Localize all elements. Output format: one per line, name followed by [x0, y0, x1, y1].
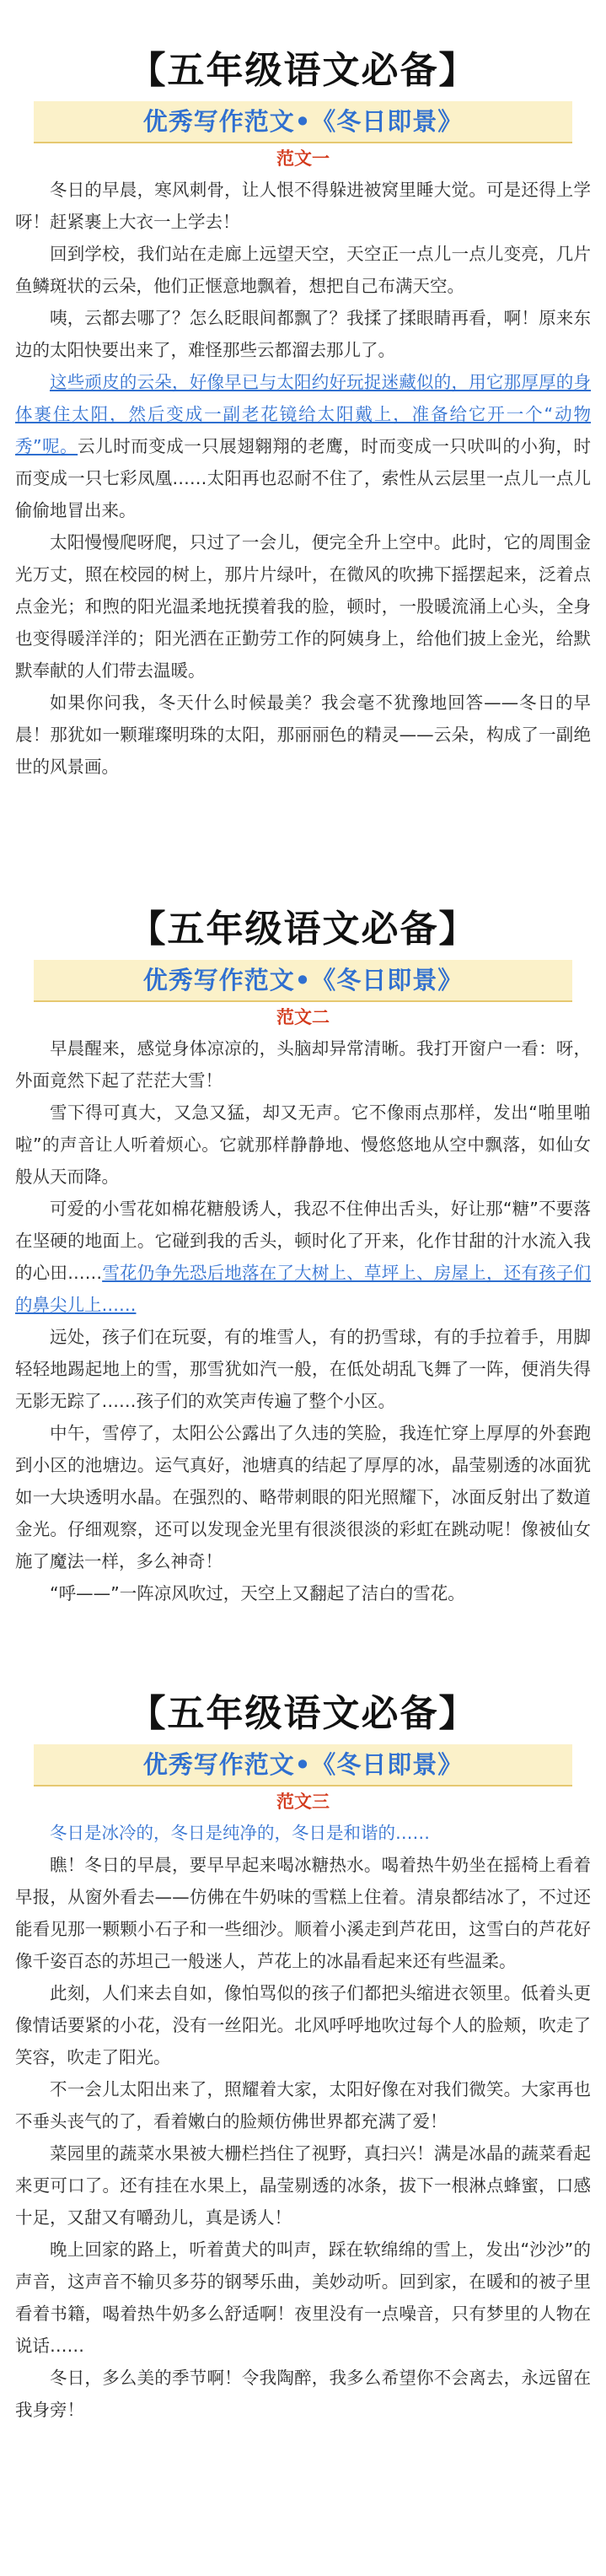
- banner-title: 优秀写作范文•《冬日即景》: [34, 1744, 572, 1786]
- essay-body: [0, 1032, 606, 1609]
- paragraph: 菜园里的蔬菜水果被大栅栏挡住了视野，真扫兴！满是冰晶的蔬菜看起来更可口了。还有挂在水果上，晶莹剔透的冰条，拔下一根淋点蜂蜜，口感十足，又甜又有嚼劲儿，真是诱人！: [15, 2143, 591, 2228]
- paragraph: 雪下得可真大，又急又猛，却又无声。它不像雨点那样，发出“啪里啪啦”的声音让人听着烦心。它就那样静静地、慢悠悠地从空中飘落，如仙女般从天而降。: [15, 1102, 591, 1187]
- section-1: [0, 44, 606, 783]
- paragraph: 远处，孩子们在玩耍，有的堆雪人，有的扔雪球，有的手拉着手，用脚轻轻地踢起地上的雪，那雪犹如汽一般，在低处胡乱飞舞了一阵，便消失得无影无踪了……孩子们的欢笑声传遍了整个小区。: [15, 1327, 591, 1411]
- main-title: 【五年级语文必备】: [128, 908, 478, 951]
- paragraph: 中午，雪停了，太阳公公露出了久违的笑脸，我连忙穿上厚厚的外套跑到小区的池塘边。运气真好，池塘真的结起了厚厚的冰，晶莹剔透的冰面犹如一大块透明水晶。在强烈的、略带刺眼的阳光照耀下，冰面反射出了数道金光。仔细观察，还可以发现金光里有很淡很淡的彩虹在跳动呢！像被仙女施了魔法一样，多么神奇！: [15, 1423, 591, 1571]
- lead-sentence: 冬日是冰冷的，冬日是纯净的，冬日是和谐的……: [50, 1823, 430, 1843]
- paragraph: 太阳慢慢爬呀爬，只过了一会儿，便完全升上空中。此时，它的周围金光万丈，照在校园的树上，那片片绿叶，在微风的吹拂下摇摆起来，泛着点点金光；和煦的阳光温柔地抚摸着我的脸，顿时，一股暖流涌上心头，全身也变得暖洋洋的；阳光洒在正勤劳工作的阿姨身上，给他们披上金光，给默默奉献的人们带去温暖。: [15, 532, 591, 681]
- paragraph: 不一会儿太阳出来了，照耀着大家，太阳好像在对我们微笑。大家再也不垂头丧气的了，看着嫩白的脸颊仿佛世界都充满了爱！: [15, 2079, 591, 2131]
- paragraph: 咦，云都去哪了？怎么眨眼间都飘了？我揉了揉眼睛再看，啊！原来东边的太阳快要出来了，难怪那些云都溜去那儿了。: [15, 308, 591, 360]
- paragraph: 如果你问我，冬天什么时候最美？我会毫不犹豫地回答——冬日的早晨！那犹如一颗璀璨明珠的太阳，那丽丽色的精灵——云朵，构成了一副绝世的风景画。: [15, 693, 591, 777]
- main-title: 【五年级语文必备】: [128, 1692, 478, 1735]
- paragraph-text: 云儿时而变成一只展翅翱翔的老鹰，时而变成一只吠叫的小狗，时而变成一只七彩凤凰……太阳再也忍耐不住了，索性从云层里一点儿一点儿偷偷地冒出来。: [15, 436, 591, 520]
- paragraph: “呼——”一阵凉风吹过，天空上又翻起了洁白的雪花。: [50, 1583, 465, 1603]
- paragraph: 早晨醒来，感觉身体凉凉的，头脑却异常清晰。我打开窗户一看：呀，外面竟然下起了茫茫大雪！: [15, 1038, 591, 1091]
- paragraph: 冬日，多么美的季节啊！令我陶醉，我多么希望你不会离去，永远留在我身旁！: [15, 2368, 591, 2420]
- essay-body: [0, 174, 606, 783]
- section-3: [0, 1687, 606, 2426]
- paragraph-text: 可爱的小雪花如棉花糖般诱人，我忍不住伸出舌头，好让那“糖”不要落在坚硬的地面上。它碰到我的舌头，顿时化了开来，化作甘甜的汁水流入我的心田……: [15, 1199, 591, 1283]
- paragraph: [15, 366, 591, 526]
- highlighted-sentence: 这些顽皮的云朵，好像早已与太阳约好玩捉迷藏似的，用它那厚厚的身体裹住太阳，然后变成一副老花镜给太阳戴上，准备给它开一个“动物秀”呢。: [15, 372, 591, 456]
- paragraph: 晚上回家的路上，听着黄犬的叫声，踩在软绵绵的雪上，发出“沙沙”的声音，这声音不输贝多芬的钢琴乐曲，美妙动听。回到家，在暖和的被子里看着书籍，喝着热牛奶多么舒适啊！夜里没有一点噪音，只有梦里的人物在说话……: [15, 2239, 591, 2356]
- sub-title: 范文二: [276, 1007, 330, 1027]
- main-title: 【五年级语文必备】: [128, 49, 478, 92]
- paragraph: 回到学校，我们站在走廊上远望天空，天空正一点儿一点儿变亮，几片鱼鳞斑状的云朵，他们正惬意地飘着，想把自己布满天空。: [15, 244, 591, 296]
- paragraph: 此刻，人们来去自如，像怕骂似的孩子们都把头缩进衣领里。低着头更像情话要紧的小花，没有一丝阳光。北风呼呼地吹过每个人的脸颊，吹走了笑容，吹走了阳光。: [15, 1983, 591, 2067]
- paragraph: [15, 1193, 591, 1321]
- section-2: [0, 903, 606, 1609]
- banner-title: 优秀写作范文•《冬日即景》: [34, 101, 572, 143]
- sub-title: 范文三: [276, 1792, 330, 1812]
- banner-title: 优秀写作范文•《冬日即景》: [34, 960, 572, 1002]
- highlighted-sentence: 雪花仍争先恐后地落在了大树上、草坪上、房屋上，还有孩子们的鼻尖儿上……: [15, 1263, 592, 1315]
- paragraph: 瞧！冬日的早晨，要早早起来喝冰糖热水。喝着热牛奶坐在摇椅上看着早报，从窗外看去——仿佛在牛奶味的雪糕上住着。清泉都结冰了，不过还能看见那一颗颗小石子和一些细沙。顺着小溪走到芦花田，这雪白的芦花好像千姿百态的苏坦己一般迷人，芦花上的冰晶看起来还有些温柔。: [15, 1855, 591, 1971]
- essay-body: [0, 1817, 606, 2426]
- paragraph: 冬日的早晨，寒风刺骨，让人恨不得躲进被窝里睡大觉。可是还得上学呀！赶紧裹上大衣一上学去！: [15, 180, 591, 232]
- sub-title: 范文一: [276, 148, 330, 169]
